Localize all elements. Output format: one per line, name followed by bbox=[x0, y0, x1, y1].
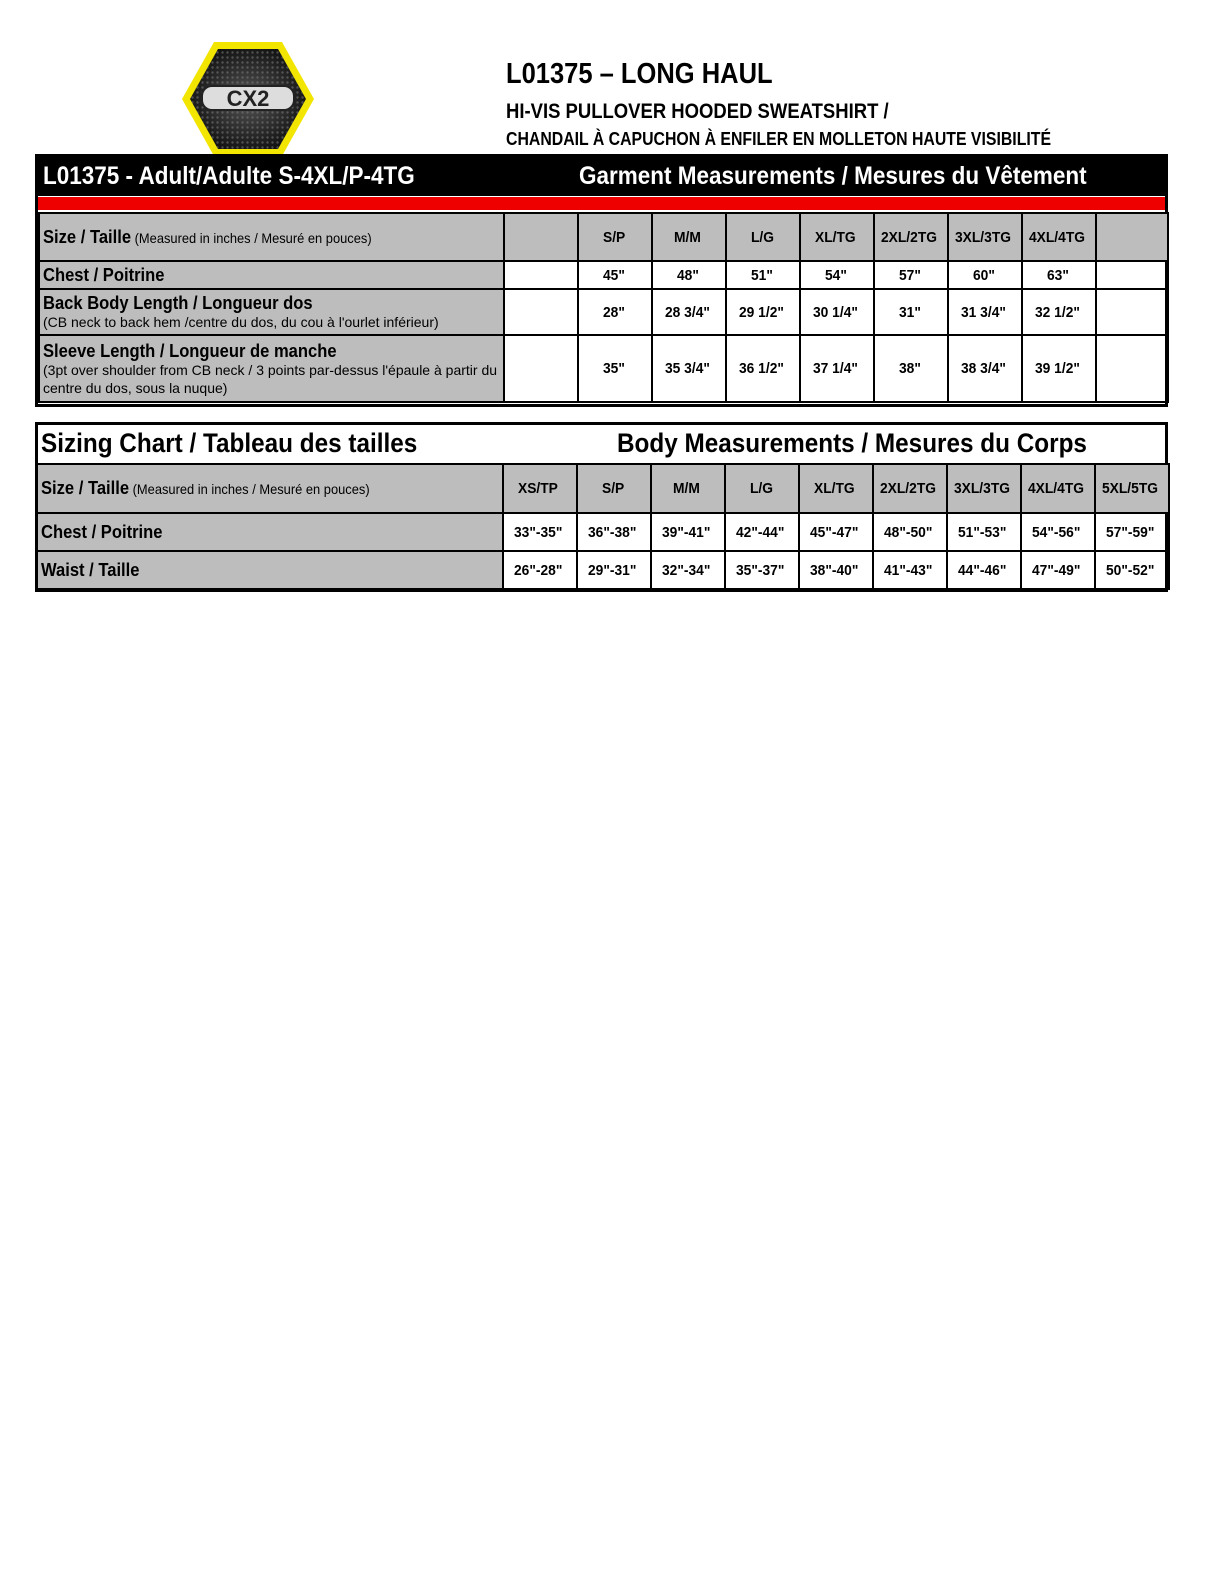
size-header-cell bbox=[725, 464, 799, 513]
size-text: 2XL/2TG bbox=[879, 480, 936, 497]
size-label-cell bbox=[37, 464, 503, 513]
value-text: 47"-49" bbox=[1031, 561, 1081, 579]
value-text: 57" bbox=[899, 266, 921, 284]
product-subtitle: HI-VIS PULLOVER HOODED SWEATSHIRT / bbox=[506, 100, 889, 123]
measurement-value bbox=[873, 513, 947, 551]
measurement-label-cell bbox=[39, 261, 504, 289]
logo-wordmark bbox=[202, 86, 294, 111]
size-header-cell bbox=[651, 464, 725, 513]
measurement-value bbox=[652, 289, 726, 335]
measurement-value bbox=[1022, 261, 1096, 289]
value-text: 35"-37" bbox=[735, 561, 785, 579]
value-text: 39 1/2" bbox=[1034, 360, 1080, 377]
value-text: 39"-41" bbox=[661, 523, 711, 541]
row-label-wrap bbox=[43, 293, 503, 331]
value-text: 38 3/4" bbox=[960, 360, 1006, 377]
size-text: L/G bbox=[749, 480, 773, 497]
measurement-value bbox=[874, 289, 948, 335]
row-label: Waist / Taille bbox=[41, 560, 140, 580]
product-subtitle-fr: CHANDAIL À CAPUCHON À ENFILER EN MOLLETON HAUTE VISIBILITÉ bbox=[506, 129, 1052, 149]
size-text: S/P bbox=[601, 480, 625, 497]
measurement-row bbox=[37, 551, 1169, 589]
measurement-value bbox=[726, 289, 800, 335]
measurement-row bbox=[39, 335, 1168, 402]
size-header-cell bbox=[652, 213, 726, 261]
size-header-cell bbox=[948, 213, 1022, 261]
body-title-bar bbox=[38, 425, 1165, 463]
garment-measurements-table bbox=[35, 154, 1168, 407]
value-text: 45"-47" bbox=[809, 523, 859, 541]
accent-stripe bbox=[38, 197, 1165, 210]
value-text: 42"-44" bbox=[735, 523, 785, 541]
row-label: Sleeve Length / Longueur de manche bbox=[43, 340, 337, 361]
measurement-label-cell bbox=[37, 551, 503, 589]
row-label-wrap bbox=[43, 265, 503, 285]
measurement-value bbox=[799, 513, 873, 551]
measurement-value bbox=[948, 261, 1022, 289]
size-text: 5XL/5TG bbox=[1101, 480, 1158, 497]
row-label-note: (3pt over shoulder from CB neck / 3 points par-dessus l'épaule à partir du centre du dos, sous la nuque) bbox=[43, 361, 498, 396]
measurement-value bbox=[1022, 289, 1096, 335]
value-text: 48" bbox=[677, 266, 699, 284]
size-text: XL/TG bbox=[814, 228, 856, 246]
measurement-value bbox=[874, 335, 948, 402]
value-text: 28" bbox=[603, 303, 625, 321]
value-text: 32"-34" bbox=[661, 561, 711, 579]
size-text: 2XL/2TG bbox=[880, 228, 937, 246]
measurement-value bbox=[948, 335, 1022, 402]
value-text: 51"-53" bbox=[957, 523, 1007, 541]
row-label-wrap bbox=[43, 227, 503, 248]
size-header-cell bbox=[874, 213, 948, 261]
size-text: M/M bbox=[673, 480, 701, 497]
size-header-row bbox=[39, 213, 1168, 261]
size-header-cell bbox=[799, 464, 873, 513]
blank-cell bbox=[504, 289, 578, 335]
value-text: 41"-43" bbox=[883, 561, 933, 579]
measurement-value bbox=[1095, 513, 1169, 551]
value-text: 26"-28" bbox=[513, 561, 563, 579]
size-text: 3XL/3TG bbox=[954, 228, 1011, 246]
measurement-value bbox=[947, 513, 1021, 551]
body-measurements-table bbox=[35, 422, 1168, 592]
measurement-value bbox=[948, 289, 1022, 335]
value-text: 29 1/2" bbox=[738, 303, 784, 321]
blank-cell bbox=[1096, 289, 1168, 335]
value-text: 30 1/4" bbox=[812, 303, 858, 321]
value-text: 36 1/2" bbox=[738, 360, 784, 377]
measurement-value bbox=[503, 513, 577, 551]
value-text: 35" bbox=[603, 360, 625, 377]
measurement-value bbox=[577, 551, 651, 589]
body-measurements-title: Body Measurements / Mesures du Corps bbox=[617, 428, 1087, 458]
measurement-value bbox=[726, 261, 800, 289]
measurement-value bbox=[578, 335, 652, 402]
row-label-wrap bbox=[43, 341, 503, 397]
measurement-row bbox=[39, 289, 1168, 335]
value-text: 60" bbox=[973, 266, 995, 284]
size-text: 4XL/4TG bbox=[1028, 228, 1085, 246]
value-text: 38"-40" bbox=[809, 561, 859, 579]
measurement-label-cell bbox=[37, 513, 503, 551]
size-header-cell bbox=[947, 464, 1021, 513]
cx2-logo bbox=[180, 40, 316, 158]
svg-text:CX2: CX2 bbox=[226, 86, 270, 111]
size-header-cell bbox=[726, 213, 800, 261]
measurement-value bbox=[652, 335, 726, 402]
measurement-value bbox=[578, 261, 652, 289]
value-text: 45" bbox=[603, 266, 625, 284]
size-text: 4XL/4TG bbox=[1027, 480, 1084, 497]
size-text: L/G bbox=[750, 228, 774, 246]
measurement-row bbox=[37, 513, 1169, 551]
measurement-value bbox=[799, 551, 873, 589]
size-header-cell bbox=[578, 213, 652, 261]
measurement-label-cell bbox=[39, 289, 504, 335]
garment-left-title: L01375 - Adult/Adulte S-4XL/P-4TG bbox=[43, 162, 415, 190]
row-label-wrap bbox=[41, 478, 502, 499]
value-text: 31 3/4" bbox=[960, 303, 1006, 321]
measurement-label-cell bbox=[39, 335, 504, 402]
value-text: 35 3/4" bbox=[664, 360, 710, 377]
measurement-value bbox=[577, 513, 651, 551]
blank-cell bbox=[504, 335, 578, 402]
size-header-cell bbox=[800, 213, 874, 261]
measurement-value bbox=[651, 551, 725, 589]
row-label-note: (Measured in inches / Mesuré en pouces) bbox=[129, 481, 370, 497]
value-text: 38" bbox=[899, 360, 921, 377]
garment-grid bbox=[38, 212, 1169, 403]
measurement-value bbox=[503, 551, 577, 589]
row-label: Chest / Poitrine bbox=[41, 522, 163, 542]
value-text: 54"-56" bbox=[1031, 523, 1081, 541]
size-header-cell bbox=[1021, 464, 1095, 513]
row-label-wrap bbox=[41, 522, 502, 542]
size-header-row bbox=[37, 464, 1169, 513]
row-label-note: (CB neck to back hem /centre du dos, du cou à l'ourlet inférieur) bbox=[43, 314, 439, 330]
size-header-cell bbox=[873, 464, 947, 513]
size-label-cell bbox=[39, 213, 504, 261]
size-header-cell bbox=[577, 464, 651, 513]
measurement-value bbox=[1021, 551, 1095, 589]
value-text: 63" bbox=[1047, 266, 1069, 284]
value-text: 28 3/4" bbox=[664, 303, 710, 321]
size-header-cell bbox=[1022, 213, 1096, 261]
size-text: XS/TP bbox=[518, 480, 559, 497]
measurement-value bbox=[874, 261, 948, 289]
sizing-chart-title: Sizing Chart / Tableau des tailles bbox=[41, 428, 418, 458]
blank-cell bbox=[504, 261, 578, 289]
measurement-value bbox=[1095, 551, 1169, 589]
row-label: Size / Taille (Measured in inches / Mesuré en pouces) bbox=[43, 226, 372, 247]
row-label-wrap bbox=[41, 560, 502, 580]
blank-cell bbox=[1096, 261, 1168, 289]
value-text: 33"-35" bbox=[513, 523, 563, 541]
measurement-value bbox=[651, 513, 725, 551]
value-text: 51" bbox=[751, 266, 773, 284]
product-title: L01375 – LONG HAUL bbox=[506, 58, 773, 90]
size-text: M/M bbox=[674, 228, 702, 246]
measurement-value bbox=[725, 513, 799, 551]
value-text: 29"-31" bbox=[587, 561, 637, 579]
size-text: 3XL/3TG bbox=[953, 480, 1010, 497]
row-label: Back Body Length / Longueur dos bbox=[43, 293, 313, 313]
measurement-value bbox=[725, 551, 799, 589]
garment-right-title: Garment Measurements / Mesures du Vêtement bbox=[579, 162, 1087, 190]
measurement-value bbox=[800, 289, 874, 335]
measurement-value bbox=[947, 551, 1021, 589]
blank-cell bbox=[1096, 335, 1168, 402]
value-text: 31" bbox=[899, 303, 921, 321]
row-label-note: (Measured in inches / Mesuré en pouces) bbox=[131, 229, 372, 246]
blank-cell bbox=[504, 213, 578, 261]
measurement-value bbox=[652, 261, 726, 289]
measurement-value bbox=[578, 289, 652, 335]
value-text: 44"-46" bbox=[957, 561, 1007, 579]
measurement-value bbox=[873, 551, 947, 589]
size-header-cell bbox=[503, 464, 577, 513]
value-text: 48"-50" bbox=[883, 523, 933, 541]
value-text: 54" bbox=[825, 266, 847, 284]
value-text: 36"-38" bbox=[587, 523, 637, 541]
row-label: Chest / Poitrine bbox=[43, 265, 165, 285]
measurement-value bbox=[1021, 513, 1095, 551]
value-text: 57"-59" bbox=[1105, 523, 1155, 541]
measurement-row bbox=[39, 261, 1168, 289]
measurement-value bbox=[726, 335, 800, 402]
body-grid bbox=[36, 463, 1170, 590]
measurement-value bbox=[800, 261, 874, 289]
size-text: S/P bbox=[602, 228, 626, 246]
size-text: XL/TG bbox=[813, 480, 855, 497]
row-label: Size / Taille (Measured in inches / Mesuré en pouces) bbox=[41, 478, 370, 498]
value-text: 32 1/2" bbox=[1034, 303, 1080, 321]
value-text: 37 1/4" bbox=[812, 360, 858, 377]
measurement-value bbox=[1022, 335, 1096, 402]
value-text: 50"-52" bbox=[1105, 561, 1155, 579]
size-header-cell bbox=[1095, 464, 1169, 513]
blank-cell bbox=[1096, 213, 1168, 261]
measurement-value bbox=[800, 335, 874, 402]
garment-title-bar bbox=[38, 157, 1165, 196]
